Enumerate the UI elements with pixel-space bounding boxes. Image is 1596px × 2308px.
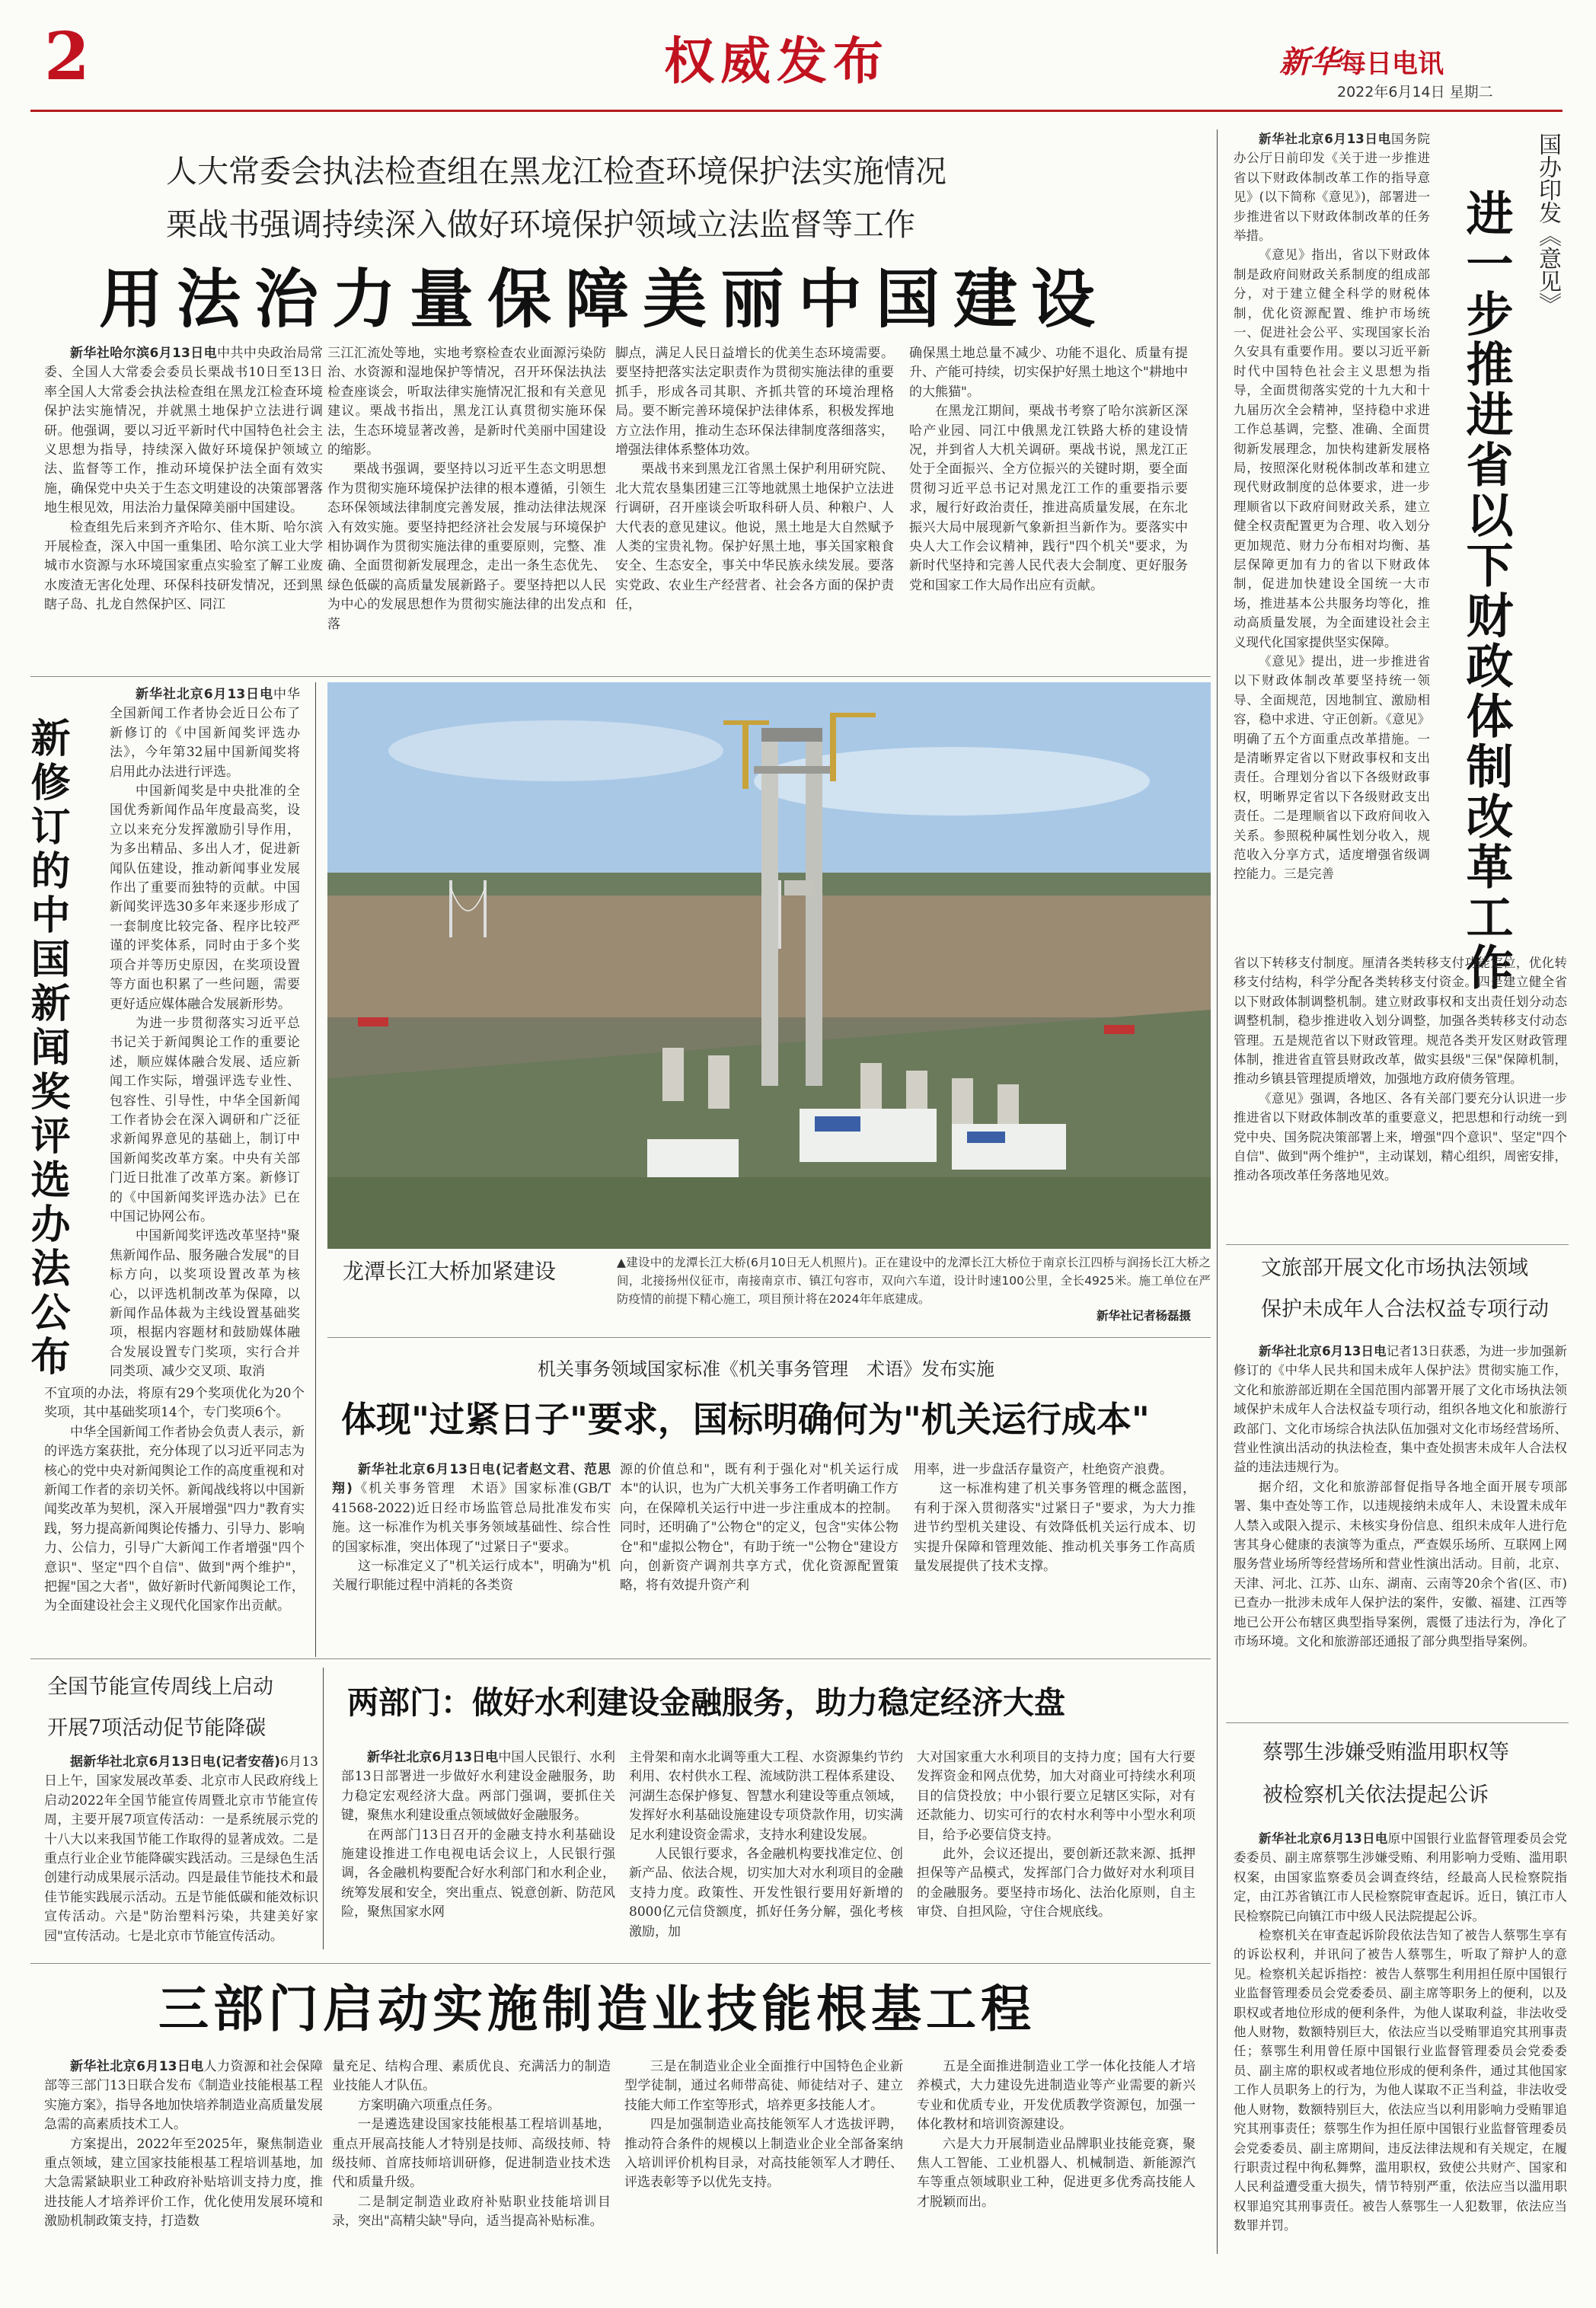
lead-col3-p1: 脚点，满足人民日益增长的优美生态环境需要。要坚持把落实法定职责作为贯彻实施法律的重要抓手，形成各司其职、齐抓共管的环境治理格局。要不断完善环境保护法律体系，积极发挥地方立法作用，推动生态环保法律制度落细落实，增强法律体系整体功效。 <box>615 346 894 458</box>
caie-p1: 原中国银行业监督管理委员会党委委员、副主席蔡鄂生涉嫌受贿、利用影响力受贿、滥用职权案，由国家监察委员会调查终结，经最高人民检察院指定，由江苏省镇江市人民检察院审查起诉。近日，镇江市人民检察院已向镇江市中级人民法院提起公诉。 <box>1234 1831 1567 1923</box>
logo-name: 每日电讯 <box>1340 49 1444 79</box>
jiguan-kicker: 机关事务领域国家标准《机关事务管理 术语》发布实施 <box>538 1358 994 1380</box>
news-award-wide <box>44 1384 305 1658</box>
culture-headline-2: 保护未成年人合法权益专项行动 <box>1261 1298 1549 1321</box>
skills-col4-p1: 五是全面推进制造业工学一体化技能人才培养模式，大力建设先进制造业等产业需要的新兴专业和优质专业，开发优质教学资源包，加强一体化教材和培训资源建设。 <box>917 2059 1195 2133</box>
water-bottom-rule <box>30 1963 1211 1964</box>
water-col2-p2: 人民银行要求，各金融机构要找准定位、创新产品、依法合规，切实加大对水利项目的金融支持力度。政策性、开发性银行要用好新增的8000亿元信贷额度，抓好任务分解，强化考核激励，加 <box>629 1847 903 1939</box>
energy-dateline: 据新华社北京6月13日电(记者安蓓) <box>70 1754 281 1770</box>
skills-col3-p2: 四是加强制造业高技能领军人才选拔评聘，推动符合条件的规模以上制造业企业全部备案纳入培训评价机构目录，对高技能领军人才聘任、评选表彰等予以优先支持。 <box>624 2117 903 2191</box>
jiguan-col1-p2: 这一标准定义了"机关运行成本"，明确为"机关履行职能过程中消耗的各类资 <box>332 1559 611 1594</box>
culture-bottom-rule <box>1226 1722 1569 1723</box>
news-award-dateline: 新华社北京6月13日电 <box>136 687 274 702</box>
caiwu-headline: 进一步推进省以下财政体制改革工作 <box>1458 189 1514 993</box>
culture-dateline: 新华社北京6月13日电 <box>1259 1344 1387 1358</box>
lead-col4-p2: 在黑龙江期间，栗战书考察了哈尔滨新区深哈产业园、同江中俄黑龙江铁路大桥的建设情况，并到省人大机关调研。栗战书说，黑龙江正处于全面振兴、全方位振兴的关键时期，要全面贯彻习近平总书记对黑龙江工作的重要指示要求，履行好政治责任，推进高质量发展，在东北振兴大局中展现新气象新担当新作为。要落实中央人大工作会议精神，践行"四个机关"要求，为新时代坚持和完善人民代表大会制度、更好服务党和国家工作大局作出应有贡献。 <box>909 404 1188 593</box>
culture-p2: 据介绍，文化和旅游部督促指导各地全面开展专项部署、集中查处等工作，以违规接纳未成年人、未设置未成年人禁入或限入提示、未核实身份信息、组织未成年人进行危害其身心健康的表演等为重点，严查娱乐场所、互联网上网服务营业场所等经营场所和营业性演出活动。目前，北京、天津、河北、江苏、山东、湖南、云南等20余个省(区、市)已查办一批涉未成年人保护法的案件，安徽、福建、江西等地已公开公布辖区典型指导案例，震慑了违法行为，净化了市场环境。文化和旅游部还通报了部分典型指导案例。 <box>1234 1479 1567 1649</box>
caiwu-a-p3: 《意见》提出，进一步推进省以下财政体制改革要坚持统一领导、全面规范，因地制宜、激励相容，稳中求进、守正创新。《意见》明确了五个方面重点改革措施。一是清晰界定省以下财政事权和支出责任。合理划分省以下各级财政事权，明晰界定省以下各级财政支出责任。二是理顺省以下政府间收入关系。参照税种属性划分收入，规范收入分享方式，适度增强省级调控能力。三是完善 <box>1234 653 1430 882</box>
caiwu-tag: 国办印发《意见》 <box>1534 132 1561 315</box>
news-award-p4: 中国新闻奖评选改革坚持"聚焦新闻作品、服务融合发展"的目标方向，以奖项设置改革为核心，以评选机制改革为保障，以新闻作品体裁为主线设置基础奖项，根据内容题材和鼓励媒体融合发展设置专门奖项，实行合并同类项、减少交叉项、取消 <box>110 1228 300 1380</box>
energy-headline-1: 全国节能宣传周线上启动 <box>47 1675 273 1699</box>
caie-dateline: 新华社北京6月13日电 <box>1259 1831 1388 1846</box>
caie-headline-1: 蔡鄂生涉嫌受贿滥用职权等 <box>1262 1741 1509 1764</box>
water-dateline: 新华社北京6月13日电 <box>367 1750 499 1765</box>
water-headline: 两部门：做好水利建设金融服务，助力稳定经济大盘 <box>347 1684 1065 1721</box>
culture-headline-1: 文旅部开展文化市场执法领域 <box>1261 1256 1528 1280</box>
news-award-p1: 中华全国新闻工作者协会近日公布了新修订的《中国新闻奖评选办法》，今年第32届中国新闻奖将启用此办法进行评选。 <box>110 687 300 780</box>
skills-col2-p2: 方案明确六项重点任务。 <box>358 2097 500 2113</box>
skills-col2-p1: 量充足、结构合理、素质优良、充满活力的制造业技能人才队伍。 <box>332 2059 611 2094</box>
lead-col-3 <box>615 344 894 668</box>
news-award-p2: 中国新闻奖是中央批准的全国优秀新闻作品年度最高奖，设立以来充分发挥激励引导作用，为多出精品、多出人才，促进新闻队伍建设，推动新闻事业发展作出了重要而独特的贡献。中国新闻奖评选30多年来逐步形成了一套制度比较完备、程序比较严谨的评奖体系，同时由于多个奖项合并等历史原因，在奖项设置等方面也积累了一些问题，需要更好适应媒体融合发展新形势。 <box>110 784 300 1012</box>
caiwu-dateline: 新华社北京6月13日电 <box>1259 132 1391 146</box>
water-col3-p1: 大对国家重大水利项目的支持力度；国有大行要发挥资金和网点优势，加大对商业可持续水利项目的信贷投放；中小银行要立足辖区实际，对有还款能力、切实可行的农村水利等中小型水利项目，给予必要信贷支持。 <box>917 1750 1195 1843</box>
caiwu-narrow <box>1234 129 1430 951</box>
jiguan-col-1 <box>332 1460 611 1640</box>
lead-dateline: 新华社哈尔滨6月13日电 <box>70 346 218 361</box>
lead-kicker-2: 栗战书强调持续深入做好环境保护领域立法监督等工作 <box>166 206 915 243</box>
skills-col-2 <box>332 2057 611 2286</box>
news-award-p6: 中华全国新闻工作者协会负责人表示，新的评选方案获批，充分体现了以习近平同志为核心的党中央对新闻舆论工作的高度重视和对新闻工作者的亲切关怀。新闻战线将以中国新闻奖改革为契机，深入开展增强"四力"教育实践，努力提高新闻舆论传播力、引导力、影响力、公信力，引导广大新闻工作者增强"四个意识"、坚定"四个自信"、做到"两个维护"，把握"国之大者"，做好新时代新闻舆论工作，为全面建设社会主义现代化国家作出贡献。 <box>44 1424 305 1614</box>
newspaper-logo <box>1279 38 1584 80</box>
water-col-2 <box>629 1748 903 1952</box>
lead-col1-p1: 中共中央政治局常委、全国人大常委会委员长栗战书10日至13日率全国人大常委会执法检查组在黑龙江检查环境保护法实施情况，并就黑土地保护立法进行调研。他强调，要以习近平新时代中国特色社会主义思想为指导，持续深入做好环境保护领域立法、监督等工作，推动环境保护法全面有效实施，确保党中央关于生态文明建设的决策部署落地生根见效，用法治力量保障美丽中国建设。 <box>44 346 323 516</box>
lead-col4-p1: 确保黑土地总量不减少、功能不退化、质量有提升、产能可持续，切实保护好黑土地这个"耕地中的大熊猫"。 <box>909 346 1188 400</box>
skills-col4-p2: 六是大力开展制造业品牌职业技能竞赛，聚焦人工智能、工业机器人、机械制造、新能源汽车等重点领域职业工种，促进更多优秀高技能人才脱颖而出。 <box>917 2136 1195 2210</box>
skills-col1-p1: 人力资源和社会保障部等三部门13日联合发布《制造业技能根基工程实施方案》，指导各地加快培养制造业高质量发展急需的高素质技术工人。 <box>44 2059 323 2133</box>
lead-kicker-1: 人大常委会执法检查组在黑龙江检查环境保护法实施情况 <box>166 153 946 190</box>
lead-headline: 用法治力量保障美丽中国建设 <box>99 261 1109 337</box>
page-number: 2 <box>44 18 90 95</box>
skills-col1-p2: 方案提出，2022年至2025年，聚焦制造业重点领域，建立国家技能根基工程培训基地，加大急需紧缺职业工种政府补贴培训支持力度，推进技能人才培养评价工作，优化使用发展环境和激励机制政策支持，打造数 <box>44 2136 323 2230</box>
water-col2-p1: 主骨架和南水北调等重大工程、水资源集约节约利用、农村供水工程、流域防洪工程体系建设、河湖生态保护修复、智慧水利建设等重点领域，发挥好水利基础设施建设专项贷款作用，切实满足水利建设资金需求，支持水利建设发展。 <box>629 1750 903 1843</box>
skills-col-3 <box>624 2057 903 2286</box>
photo-credit: 新华社记者杨磊摄 <box>1096 1309 1192 1323</box>
caie-body <box>1234 1829 1567 2286</box>
skills-col3-p1: 三是在制造业企业全面推行中国特色企业新型学徒制，通过名师带高徒、师徒结对子、建立技能大师工作室等形式，培养更多技能人才。 <box>624 2059 903 2113</box>
lead-col-4 <box>909 344 1188 668</box>
news-award-p5: 不宜项的办法，将原有29个奖项优化为20个奖项，其中基础奖项14个，专门奖项6个。 <box>44 1386 305 1421</box>
energy-headline-2: 开展7项活动促节能降碳 <box>47 1716 267 1740</box>
jiguan-bottom-rule <box>30 1658 1211 1659</box>
issue-date: 2022年6月14日 星期二 <box>1337 84 1493 101</box>
lead-col1-p2: 检查组先后来到齐齐哈尔、佳木斯、哈尔滨开展检查，深入中国一重集团、哈尔滨工业大学城市水资源与水环境国家重点实验室了解工业废水废渣无害化处理、环保科技研发情况，还到黑瞎子岛、扎龙自然保护区、同江 <box>44 519 323 613</box>
jiguan-headline: 体现"过紧日子"要求，国标明确何为"机关运行成本" <box>341 1399 1150 1440</box>
photo-bottom-rule <box>327 1337 1211 1338</box>
caiwu-b-p2: 《意见》强调，各地区、各有关部门要充分认识进一步推进省以下财政体制改革的重要意义，把思想和行动统一到党中央、国务院决策部署上来，增强"四个意识"、坚定"四个自信"、做到"两个维护"，主动谋划，精心组织，周密安排，推动各项改革任务落地见效。 <box>1234 1090 1567 1183</box>
masthead-rule <box>30 110 1562 112</box>
jiguan-col3-p2: 这一标准构建了机关事务管理的概念蓝图，有利于深入贯彻落实"过紧日子"要求，为大力推进节约型机关建设、有效降低机关运行成本、切实提升保障和管理效能、推动机关事务工作高质量发展提供了技术支撑。 <box>914 1481 1195 1575</box>
right-column-divider <box>1217 129 1218 2254</box>
bridge-illustration <box>327 682 1211 1249</box>
skills-col2-p4: 二是制定制造业政府补贴职业技能培训目录，突出"高精尖缺"导向，适当提高补贴标准。 <box>332 2194 611 2230</box>
lead-bottom-rule <box>30 676 1211 677</box>
lead-col-2 <box>327 344 606 668</box>
lead-col2-p2: 栗战书强调，要坚持以习近平生态文明思想作为贯彻实施环境保护法律的根本遵循，引领生态环保领域法律制度完善发展，推动法律法规深入有效实施。要坚持把经济社会发展与环境保护相协调作为贯彻实施法律的重要原则，完整、准确、全面贯彻新发展理念，走出一条生态优先、绿色低碳的高质量发展新路子。要坚持把以人民为中心的发展思想作为贯彻实施法律的出发点和落 <box>327 461 606 632</box>
lead-col2-p1: 三江汇流处等地，实地考察检查农业面源污染防治、水资源和湿地保护等情况，召开环保法执法检查座谈会，听取法律实施情况汇报和有关意见建议。栗战书指出，黑龙江认真贯彻实施环保法，生态环境显著改善，是新时代美丽中国建设的缩影。 <box>327 346 606 458</box>
news-award-divider <box>315 682 316 1657</box>
water-col1-p1: 中国人民银行、水利部13日部署进一步做好水利建设金融服务，助力稳定宏观经济大盘。两部门强调，要抓住关键，聚焦水利建设重点领域做好金融服务。 <box>341 1750 615 1824</box>
news-award-narrow <box>110 685 300 1384</box>
bridge-photo <box>327 682 1211 1249</box>
jiguan-col-3 <box>914 1460 1195 1640</box>
logo-brand: 新华 <box>1279 44 1340 80</box>
photo-caption: ▲建设中的龙潭长江大桥(6月10日无人机照片)。正在建设中的龙潭长江大桥位于南京长江四桥与润扬长江大桥之间，北接扬州仪征市，南接南京市、镇江句容市，双向六车道，设计时速100公里，全长4925米。施工单位在严防疫情的前提下精心施工，项目预计将在2024年年底建成。 <box>617 1256 1211 1306</box>
caiwu-bottom-rule <box>1226 1244 1569 1245</box>
water-col1-p2: 在两部门13日召开的金融支持水利基础设施建设推进工作电视电话会议上，人民银行强调，各金融机构要配合好水利部门和水利企业，统筹发展和安全，突出重点、锐意创新、防范风险，聚焦国家水网 <box>341 1827 615 1920</box>
news-award-headline: 新修订的中国新闻奖评选办法公布 <box>24 717 70 1380</box>
caiwu-wide <box>1234 953 1567 1239</box>
news-award-p3: 为进一步贯彻落实习近平总书记关于新闻舆论工作的重要论述，顺应媒体融合发展、适应新闻工作实际，增强评选专业性、包容性、引导性，中华全国新闻工作者协会在深入调研和广泛征求新闻界意见的基础上，制订中国新闻奖改革方案。中央有关部门近日批准了改革方案。新修订的《中国新闻奖评选办法》已在中国记协网公布。 <box>110 1015 300 1224</box>
skills-headline: 三部门启动实施制造业技能根基工程 <box>158 1979 1036 2038</box>
jiguan-col1-p1: 《机关事务管理 术语》国家标准(GB/T 41568-2022)近日经市场监管总局批准发布实施。这一标准作为机关事务领域基础性、综合性的国家标准，突出体现了"过紧日子"要求。 <box>332 1481 611 1555</box>
skills-col-1 <box>44 2057 323 2286</box>
culture-p1: 记者13日获悉，为进一步加强新修订的《中华人民共和国未成年人保护法》贯彻实施工作，文化和旅游部近期在全国范围内部署开展了文化市场执法领域保护未成年人合法权益专项行动，组织各地文化和旅游行政部门、文化市场综合执法队伍加强对文化市场经营场所、营业性演出活动的执法检查，集中查处损害未成年人合法权益的违法违规行为。 <box>1234 1344 1567 1475</box>
photo-title: 龙潭长江大桥加紧建设 <box>343 1259 557 1284</box>
jiguan-dateline: 新华社北京6月13日电(记者赵文君、范思翔) <box>332 1462 611 1497</box>
water-col3-p2: 此外，会议还提出，要创新还款来源、抵押担保等产品模式，发挥部门合力做好对水利项目的金融服务。要坚持市场化、法治化原则，自主审贷、自担风险，守住合规底线。 <box>917 1847 1195 1920</box>
energy-divider <box>323 1668 324 1949</box>
energy-body <box>44 1753 318 1943</box>
skills-col-4 <box>917 2057 1195 2286</box>
lead-col-1 <box>44 344 323 668</box>
caie-p2: 检察机关在审查起诉阶段依法告知了被告人蔡鄂生享有的诉讼权利，并讯问了被告人蔡鄂生，听取了辩护人的意见。检察机关起诉指控：被告人蔡鄂生利用担任原中国银行业监督管理委员会党委委员、副主席等职务上的便利，以及职权或者地位形成的便利条件，为他人谋取利益，非法收受他人财物，数额特别巨大，依法应当以受贿罪追究其刑事责任；蔡鄂生利用曾任原中国银行业监督管理委员会党委委员、副主席的职权或者地位形成的便利条件，通过其他国家工作人员职务上的行为，为他人谋取不正当利益，非法收受他人财物，数额特别巨大，依法应当以利用影响力受贿罪追究其刑事责任；蔡鄂生作为担任原中国银行业监督管理委员会党委委员、副主席期间，违反法律法规和有关规定，在履行职责过程中徇私舞弊，滥用职权，致使公共财产、国家和人民利益遭受重大损失，情节特别严重，依法应当以滥用职权罪追究其刑事责任。被告人蔡鄂生一人犯数罪，依法应当数罪并罚。 <box>1234 1928 1567 2233</box>
culture-body <box>1234 1342 1567 1738</box>
water-col-1 <box>341 1748 615 1952</box>
energy-p1: 6月13日上午，国家发展改革委、北京市人民政府线上启动2022年全国节能宣传周暨北京市节能宣传周，主要开展7项宣传活动：一是系统展示党的十八大以来我国节能工作取得的显著成效。二是重点行业企业节能降碳实践活动。三是绿色生活创建行动成果展示活动。四是最佳节能技术和最佳节能实践展示活动。五是节能低碳和能效标识宣传活动。六是"防治塑料污染，共建美好家园"宣传活动。七是北京市节能宣传活动。 <box>44 1754 318 1943</box>
lead-col3-p2: 栗战书来到黑龙江省黑土保护利用研究院、北大荒农垦集团建三江等地就黑土地保护立法进行调研，召开座谈会听取科研人员、种粮户、人大代表的意见建议。他说，黑土地是大自然赋予人类的宝贵礼物。保护好黑土地，事关国家粮食安全、生态安全，事关中华民族永续发展。要落实党政、农业生产经营者、社会各方面的保护责任， <box>615 461 894 613</box>
caiwu-b-p1: 省以下转移支付制度。厘清各类转移支付功能定位，优化转移支付结构，科学分配各类转移支付资金。四是建立健全省以下财政体制调整机制。建立财政事权和支出责任划分动态调整机制，稳步推进收入划分调整，加强各类转移支付动态管理。五是规范省以下财政管理。规范各类开发区财政管理体制，推进省直管县财政改革，做实县级"三保"保障机制，推动乡镇县管理提质增效，加强地方政府债务管理。 <box>1234 956 1567 1087</box>
jiguan-col-2 <box>620 1460 899 1640</box>
jiguan-col3-p1: 用率，进一步盘活存量资产，杜绝资产浪费。 <box>914 1462 1173 1477</box>
skills-col2-p3: 一是遴选建设国家技能根基工程培训基地，重点开展高技能人才特别是技师、高级技师、特级技师、首席技师培训研修，促进制造业技术迭代和质量升级。 <box>332 2117 611 2191</box>
jiguan-col2-p1: 源的价值总和"，既有利于强化对"机关运行成本"的认识，也为广大机关事务工作者明确工作方向，在保障机关运行中进一步注重成本的控制。同时，还明确了"公物仓"的定义，包含"实体公物仓"和"虚拟公物仓"，有助于统一"公物仓"建设方向，创新资产调剂共享方式，优化资源配置策略，将有效提升资产利 <box>620 1462 899 1594</box>
caiwu-a-p1: 国务院办公厅日前印发《关于进一步推进省以下财政体制改革工作的指导意见》(以下简称《意见》)，部署进一步推进省以下财政体制改革的任务举措。 <box>1234 132 1430 244</box>
skills-dateline: 新华社北京6月13日电 <box>70 2059 204 2074</box>
water-col-3 <box>917 1748 1195 1952</box>
section-title: 权威发布 <box>664 31 889 91</box>
caiwu-a-p2: 《意见》指出，省以下财政体制是政府间财政关系制度的组成部分，对于建立健全科学的财税体制，优化资源配置、维护市场统一、促进社会公平、实现国家长治久安具有重要作用。要以习近平新时代中国特色社会主义思想为指导，全面贯彻落实党的十九大和十九届历次全会精神，坚持稳中求进工作总基调，完整、准确、全面贯彻新发展理念，加快构建新发展格局，按照深化财税体制改革和建立现代财政制度的总体要求，进一步理顺省以下政府间财政关系，建立健全权责配置更为合理、收入划分更加规范、财力分布相对均衡、基层保障更加有力的省以下财政体制，促进加快建设全国统一大市场，推进基本公共服务均等化，推动高质量发展，为全面建设社会主义现代化国家提供坚实保障。 <box>1234 247 1430 650</box>
caie-headline-2: 被检察机关依法提起公诉 <box>1262 1783 1489 1807</box>
